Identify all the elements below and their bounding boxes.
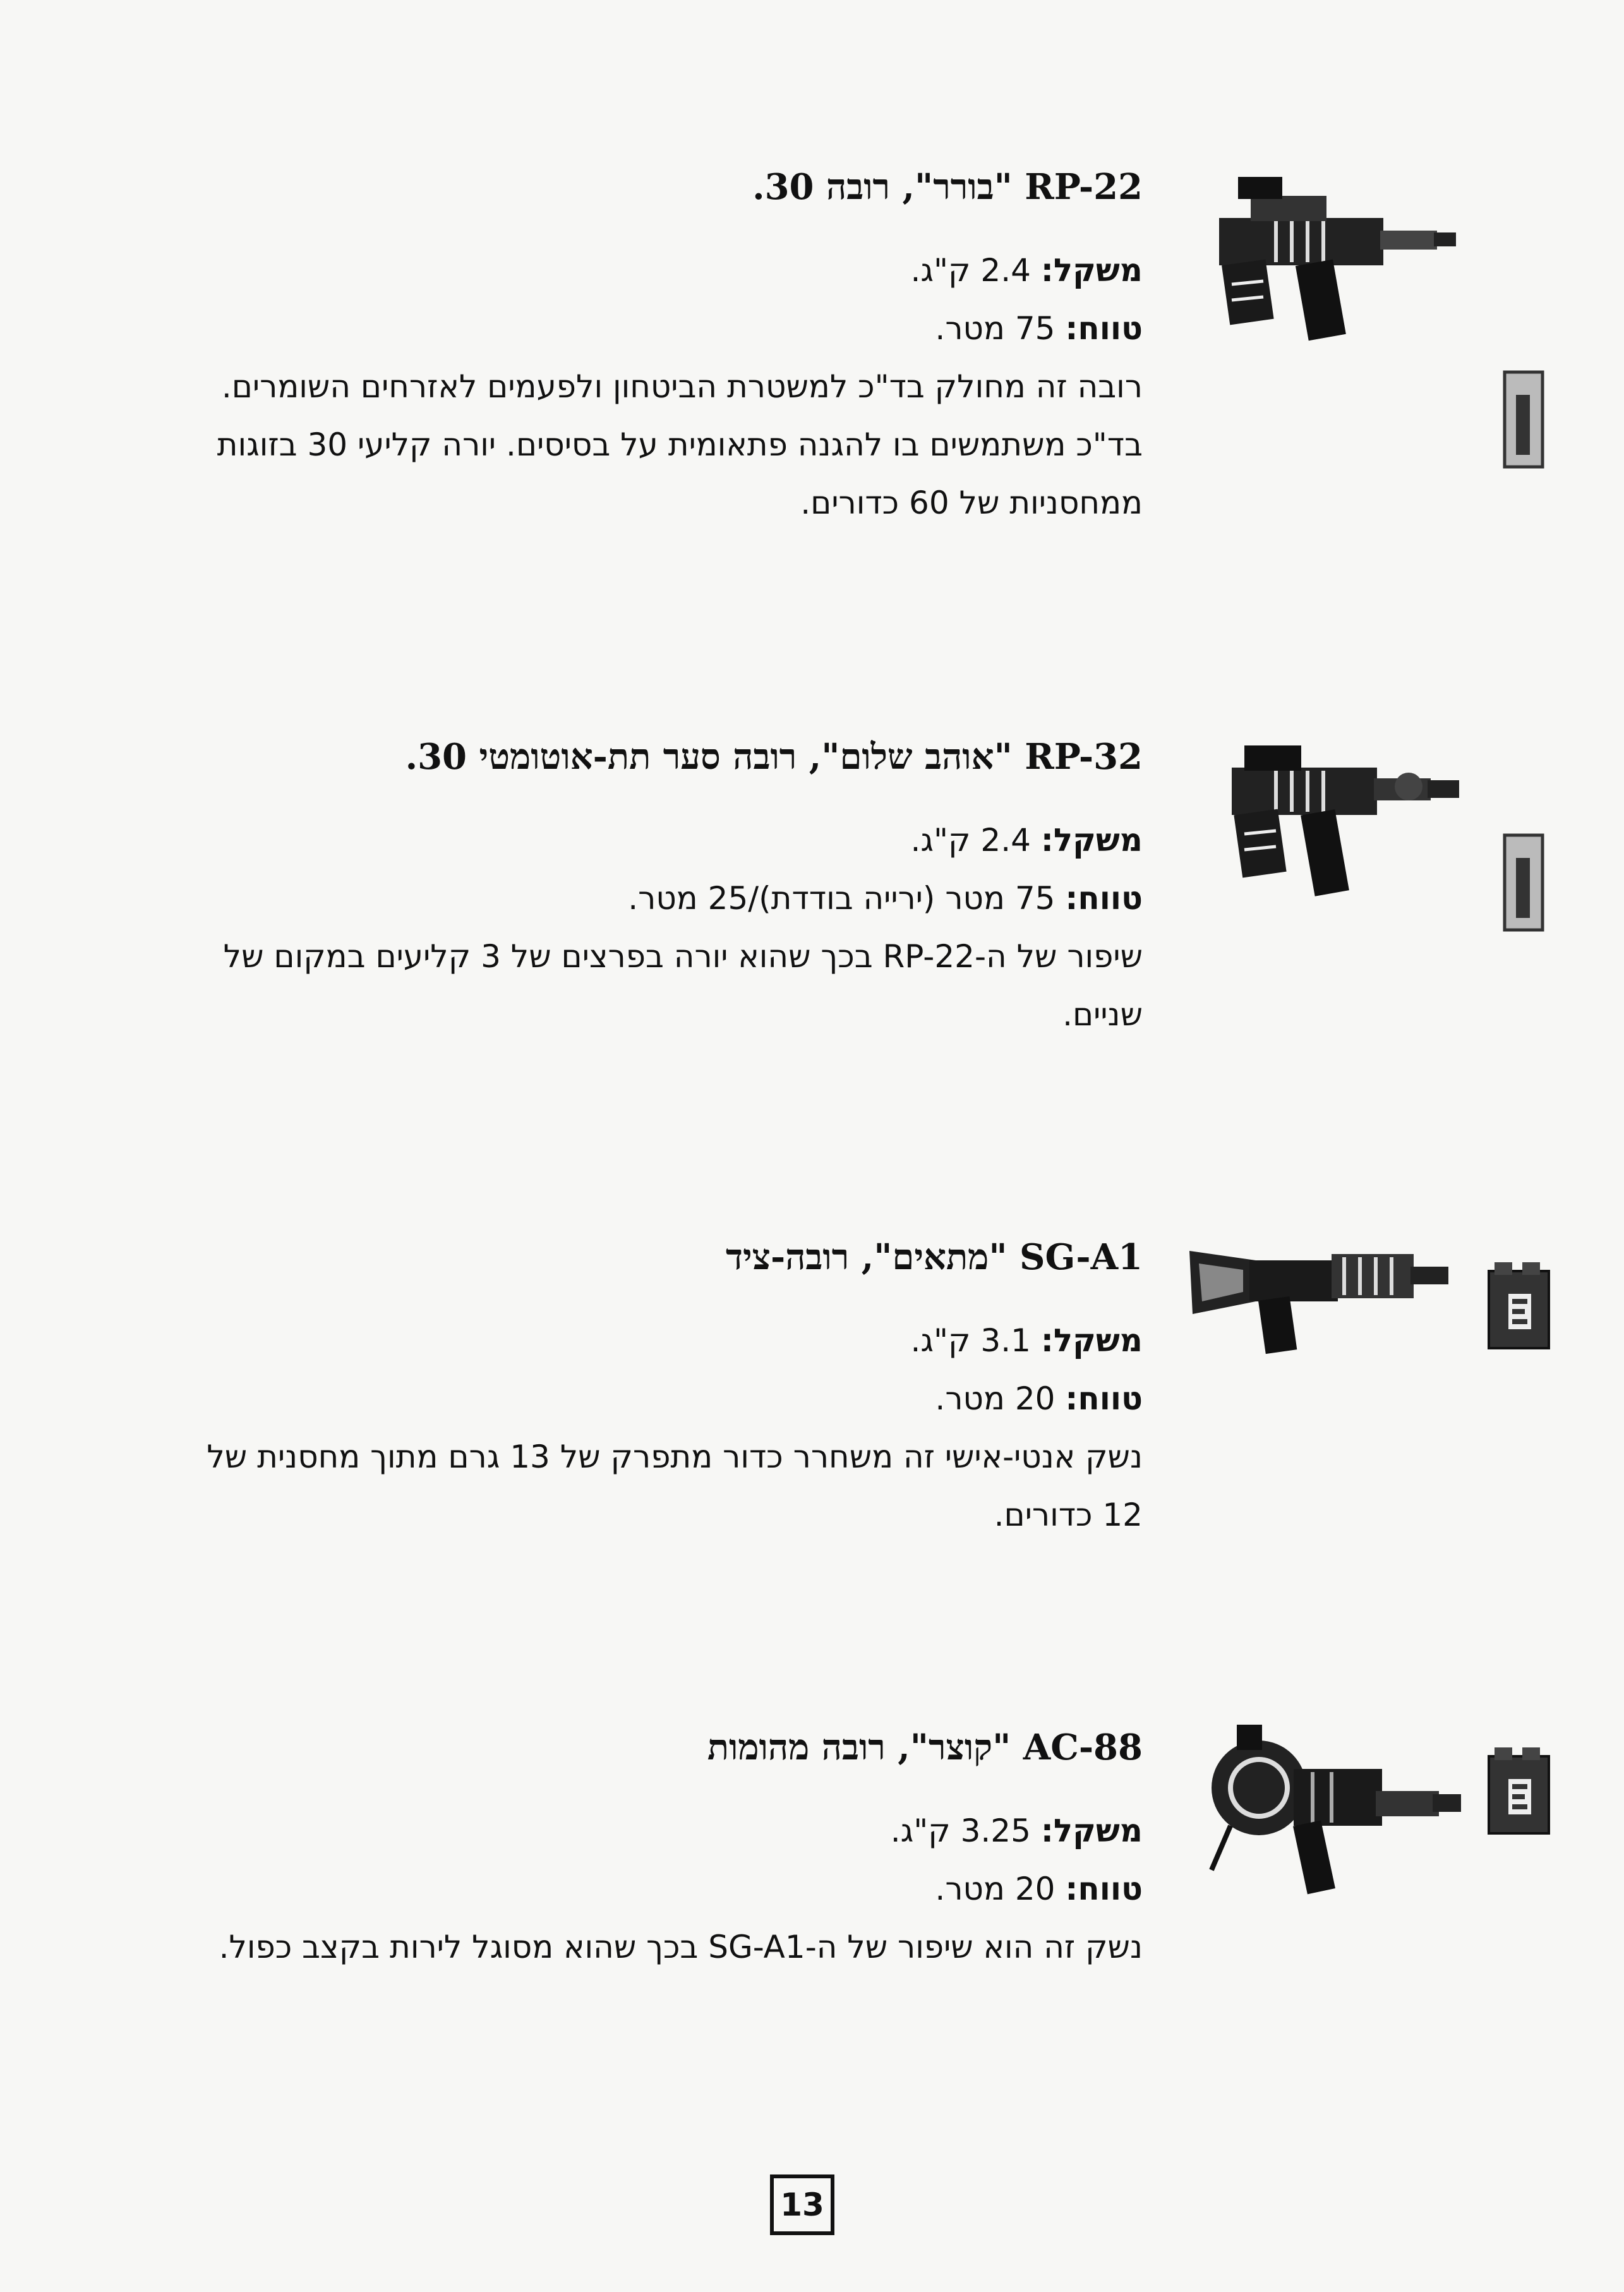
weight-line: [157, 1312, 1143, 1370]
riot-gun-ac88-icon: [1205, 1718, 1471, 1921]
range-value: 75 מטר.: [935, 310, 1056, 347]
weight-line: [157, 1802, 1143, 1860]
weight-label: משקל:: [1040, 1812, 1143, 1849]
weight-value: 3.25 ק"ג.: [890, 1812, 1031, 1849]
weapon-entry-text: [157, 168, 1143, 532]
weapon-description: נשק אנטי-אישי זה משחרר כדור מתפרק של 13 גרם מתוך מחסנית של 12 כדורים.: [207, 1438, 1143, 1533]
range-value: 20 מטר.: [935, 1380, 1056, 1417]
weapon-title: RP-32 "אוהב שלום", רובה סער תת-אוטומטי 30.: [405, 736, 1143, 778]
rifle-rp32-icon: [1206, 720, 1472, 910]
range-line: [157, 1370, 1143, 1428]
shell-box-icon: [1486, 1744, 1555, 1838]
range-value: 75 מטר (ירייה בודדת)/25 מטר.: [628, 879, 1056, 917]
weight-value: 2.4 ק"ג.: [910, 821, 1031, 859]
weight-label: משקל:: [1040, 821, 1143, 859]
shell-box-icon: [1486, 1258, 1555, 1353]
weapon-title: SG-A1 "מתאים", רובה-ציד: [726, 1236, 1143, 1278]
weight-line: [157, 241, 1143, 299]
weapon-title: RP-22 "בורר", רובה 30.: [752, 166, 1143, 208]
range-line: [157, 869, 1143, 927]
weapon-entry-text: [157, 1238, 1143, 1544]
range-line: [157, 1860, 1143, 1918]
weapon-description: נשק זה הוא שיפור של ה-SG-A1 בכך שהוא מסוגל לירות בקצב כפול.: [219, 1928, 1143, 1965]
range-value: 20 מטר.: [935, 1870, 1056, 1907]
range-label: טווח:: [1065, 879, 1143, 917]
weight-label: משקל:: [1040, 1322, 1143, 1359]
range-label: טווח:: [1065, 1380, 1143, 1417]
magazine-icon: [1502, 833, 1546, 934]
weight-line: [157, 811, 1143, 869]
shotgun-sga1-icon: [1186, 1232, 1458, 1358]
weight-label: משקל:: [1040, 251, 1143, 289]
range-label: טווח:: [1065, 310, 1143, 347]
range-label: טווח:: [1065, 1870, 1143, 1907]
range-line: [157, 299, 1143, 358]
weight-value: 3.1 ק"ג.: [910, 1322, 1031, 1359]
weapon-entry-text: [157, 738, 1143, 1044]
rifle-rp22-icon: [1200, 158, 1465, 347]
page-number: 13: [770, 2174, 834, 2235]
magazine-icon: [1502, 370, 1546, 471]
weapon-title: AC-88 "קוצר", רובה מהומות: [707, 1727, 1143, 1768]
weapon-description: שיפור של ה-RP-22 בכך שהוא יורה בפרצים של 3 קליעים במקום של שניים.: [223, 938, 1143, 1033]
weapon-entry-text: [157, 1728, 1143, 1976]
weapon-description: רובה זה מחולק בד"כ למשטרת הביטחון ולפעמים לאזרחים השומרים. בד"כ משתמשים בו להגנה פתאומית על בסיסים. יורה קליעי 30 בזוגות ממחסניות של 60 כדורים.: [217, 368, 1143, 521]
weight-value: 2.4 ק"ג.: [910, 251, 1031, 289]
